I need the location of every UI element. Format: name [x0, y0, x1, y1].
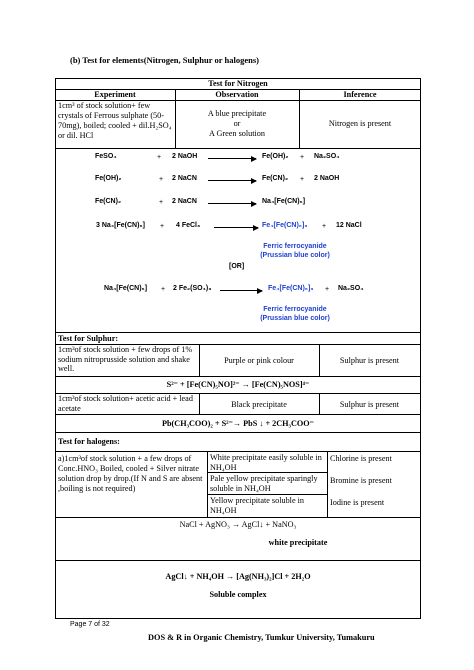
nitrogen-inference: Nitrogen is present: [328, 119, 392, 128]
r4-plus-2: +: [322, 223, 327, 230]
halogens-experiment: a)1cm³of stock solution + a few drops of Conc.HNO₃ Boiled, cooled + Silver nitrate solution drop by drop.(If N and S are absent ,boiling is not required): [58, 454, 203, 493]
r1-reactant-1: FeSO₄: [95, 153, 117, 160]
sulphur-observation-2: Black precipitate: [231, 400, 287, 409]
r5-plus-2: +: [325, 286, 330, 293]
ferric-ferrocyanide-label-2: Ferric ferrocyanide: [263, 306, 327, 313]
nitrogen-experiment: 1cm³ of stock solution+ few crystals of Ferrous sulphate (50-70mg), boiled; cooled + dil.H₂SO₄ or dil. HCl: [58, 101, 172, 140]
r4-product-2: 12 NaCl: [336, 222, 362, 229]
r1-plus-2: +: [300, 154, 305, 161]
nitrogen-observation-3: A Green solution: [209, 129, 265, 138]
halogen-inference-chlorine: Chlorine is present: [330, 454, 392, 463]
sulphur-title: Test for Sulphur:: [58, 334, 119, 343]
halogen-observation-iodine: Yellow precipitate soluble in NH₄OH: [210, 496, 304, 515]
r2-arrow: [208, 180, 256, 181]
sulphur-experiment-2: 1cm³of stock solution+ acetic acid + lead acetate: [58, 394, 193, 413]
r2-reactant-2: 2 NaCN: [172, 175, 197, 182]
r2-reactant-1: Fe(OH)₂: [95, 175, 122, 182]
halogen-inference-bromine: Bromine is present: [330, 476, 392, 485]
r5-arrow: [220, 290, 262, 291]
nitrogen-observation-2: or: [233, 119, 241, 128]
halogen-equation-2: AgCl↓ + NH₄OH → [Ag(NH₃)₂]Cl + 2H₂O: [165, 572, 311, 581]
r1-reactant-2: 2 NaOH: [172, 153, 198, 160]
soluble-complex-label: Soluble complex: [209, 590, 267, 599]
r3-reactant-1: Fe(CN)₂: [95, 198, 122, 205]
page-number: Page 7 of 32: [70, 621, 110, 628]
halogen-inference-iodine: Iodine is present: [330, 498, 385, 507]
header-experiment: Experiment: [94, 90, 136, 99]
r3-arrow: [208, 203, 256, 204]
footer-credit: DOS & R in Organic Chemistry, Tumkur University, Tumakuru: [148, 633, 375, 642]
r4-reactant-2: 4 FeCl₃: [176, 222, 201, 229]
r2-product-2: 2 NaOH: [314, 175, 340, 182]
ferric-ferrocyanide-label-1: Ferric ferrocyanide: [263, 243, 327, 250]
prussian-blue-label-1: (Prussian blue color): [260, 252, 330, 259]
halogens-title: Test for halogens:: [58, 437, 120, 446]
or-label: [OR]: [229, 263, 245, 270]
r1-plus: +: [157, 154, 162, 161]
r1-arrow: [208, 158, 256, 159]
halogen-observation-chlorine: White precipitate easily soluble in NH₄OH: [210, 453, 322, 472]
r1-product-2: Na₂SO₄: [314, 153, 340, 160]
r5-product-1: Fe₄[Fe(CN)₆]₃: [268, 285, 314, 292]
sulphur-observation-1: Purple or pink colour: [224, 356, 294, 365]
section-heading: (b) Test for elements(Nitrogen, Sulphur or halogens): [70, 55, 259, 65]
r2-plus: +: [159, 176, 164, 183]
r5-reactant-1: Na₄[Fe(CN)₆]: [104, 285, 148, 292]
sulphur-inference-2: Sulphur is present: [339, 400, 400, 409]
r4-arrow: [214, 227, 258, 228]
header-observation: Observation: [215, 90, 259, 99]
r3-plus: +: [159, 199, 164, 206]
halogen-equation-1: NaCl + AgNO₃ → AgCl↓ + NaNO₃: [179, 520, 297, 529]
r4-product-1: Fe₄[Fe(CN)₆]₃: [262, 222, 308, 229]
r4-plus: +: [160, 223, 165, 230]
sulphur-inference-1: Sulphur is present: [339, 356, 400, 365]
sulphur-experiment-1: 1cm³of stock solution + few drops of 1% sodium nitroprusside solution and shake well.: [58, 345, 193, 373]
r2-product-1: Fe(CN)₂: [262, 175, 289, 182]
r5-reactant-2: 2 Fe₂(SO₄)₃: [173, 285, 212, 292]
r1-product-1: Fe(OH)₂: [262, 153, 289, 160]
r2-plus-2: +: [300, 176, 305, 183]
r5-product-2: Na₂SO₄: [338, 285, 364, 292]
r3-product: Na₄[Fe(CN)₆]: [262, 198, 306, 205]
sulphur-equation-2: Pb(CH₃COO)₂ + S²⁻→ PbS ↓ + 2CH₃COO⁻: [162, 419, 314, 428]
r5-plus: +: [161, 286, 166, 293]
white-precipitate-label: white precipitate: [268, 538, 328, 547]
sulphur-equation-1: S²⁻ + [Fe(CN)₅NO]²⁻ → [Fe(CN)₅NOS]⁴⁻: [166, 380, 310, 389]
nitrogen-title: Test for Nitrogen: [208, 79, 268, 88]
header-inference: Inference: [343, 90, 377, 99]
r3-reactant-2: 2 NaCN: [172, 198, 197, 205]
halogen-observation-bromine: Pale yellow precipitate sparingly soluble in NH₄OH: [210, 474, 318, 493]
nitrogen-observation-1: A blue precipitate: [207, 109, 267, 118]
prussian-blue-label-2: (Prussian blue color): [260, 315, 330, 322]
r4-reactant-1: 3 Na₄[Fe(CN)₆]: [96, 222, 145, 229]
